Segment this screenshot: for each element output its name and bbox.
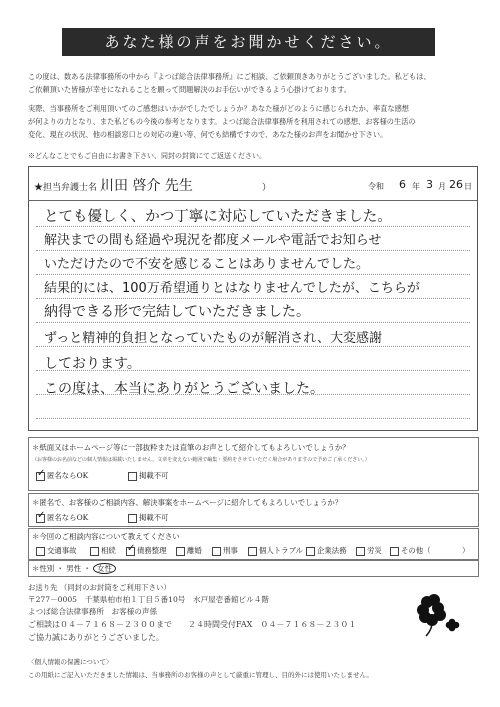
q3-checkbox[interactable]: [36, 547, 45, 556]
form-header-divider: [28, 200, 477, 201]
comment-line: しております。: [44, 356, 141, 372]
q3-option-label: 刑事: [223, 546, 238, 555]
intro-line-3: 実際、当事務所をご利用頂いてのご感想はいかがでしたでしょうか？あなた様がどのように感じられたか、率直な感想: [28, 104, 409, 113]
q2-option-no[interactable]: [128, 512, 169, 523]
q4-label: ＊性別 ・: [32, 564, 67, 573]
q3-option-label: 交通事故: [47, 546, 77, 555]
ruled-line: [36, 274, 470, 275]
q3-checkbox[interactable]: [306, 547, 315, 556]
q3-option-corporate[interactable]: [306, 545, 347, 556]
lawyer-name[interactable]: 川田 啓介 先生: [100, 178, 193, 194]
q2-option-yes[interactable]: [36, 509, 89, 523]
q3-checkbox[interactable]: [90, 547, 99, 556]
date-day-unit: 日: [464, 182, 472, 191]
date-day[interactable]: 26: [449, 178, 463, 191]
q1-question: ＊紙面又はホームページ等に一部抜粋または直筆のお声として紹介してもよろしいでしょうか？: [32, 443, 350, 452]
q3-option-label: その他（: [401, 546, 431, 555]
intro-note: ※どんなことでもご自由にお書き下さい、同封の封筒にてご返送ください。: [28, 152, 266, 160]
q3-option-label: 離婚: [187, 546, 202, 555]
clover-icon: [412, 590, 462, 638]
q4-female-selected[interactable]: 女性: [93, 563, 116, 574]
ruled-line: [36, 418, 470, 419]
comment-line: とても優しく、かつ丁寧に対応していただきました。: [44, 209, 392, 225]
q1-yes-label: 匿名ならOK: [47, 471, 89, 480]
q1-no-label: 掲載不可: [139, 471, 169, 480]
comment-line: 解決までの間も経過や現況を都度メールや電話でお知らせ: [44, 233, 382, 248]
q3-checkbox[interactable]: [356, 547, 365, 556]
q1-checkbox-yes[interactable]: ✓: [37, 467, 46, 479]
office-tel: ご相談は０４－７１６８－２３００まで ２４時間受付FAX ０４－７１６８－２３０１: [28, 620, 357, 629]
q4-separator: ・: [81, 564, 94, 573]
page-title: あなた様の声をお聞かせください。: [62, 28, 435, 56]
comment-line: 納得できる形で完結していただきました。: [44, 304, 310, 320]
q3-checkbox-checked[interactable]: ✓: [127, 542, 136, 554]
q2-checkbox-no[interactable]: [128, 514, 137, 523]
q3-option-workers-comp[interactable]: [356, 545, 382, 556]
q2-yes-label: 匿名ならOK: [47, 513, 89, 522]
q3-option-other[interactable]: [390, 545, 431, 556]
q3-option-divorce[interactable]: [176, 545, 202, 556]
comment-line: ずっと精神的負担となっていたものが解消され、大変感謝: [44, 331, 383, 346]
q1-option-yes[interactable]: [36, 467, 89, 481]
q2-checkbox-yes[interactable]: ✓: [37, 509, 46, 521]
q3-option-personal[interactable]: [248, 545, 303, 556]
office-address: 〒277－0005 千葉県柏市柏１丁目５番10号 水戸屋壱番館ビル４階: [28, 595, 269, 604]
q3-option-traffic[interactable]: [36, 545, 77, 556]
ruled-line: [36, 226, 470, 227]
comment-line: 結果的には、100万希望通りとはなりませんでしたが、こちらが: [44, 281, 420, 296]
q3-option-debt[interactable]: [126, 542, 167, 556]
q1-option-no[interactable]: [128, 470, 169, 481]
comment-line: この度は、本当にありがとうございました。: [44, 381, 324, 397]
q3-option-label: 企業法務: [317, 546, 347, 555]
lawyer-label: ★担当弁護士名（: [34, 183, 107, 193]
privacy-text: この用紙にご記入いただきました情報は、当事務所のお客様の声として厳重に管理し、目的外には使用いたしません。: [28, 671, 373, 679]
office-name: よつば総合法律事務所 お客様の声係: [28, 607, 158, 616]
q3-checkbox[interactable]: [176, 547, 185, 556]
send-to-label: お送り先 （同封のお封筒をご利用下さい）: [28, 583, 171, 592]
ruled-line: [36, 250, 470, 251]
q3-checkbox[interactable]: [212, 547, 221, 556]
q4-male[interactable]: 男性: [66, 564, 82, 573]
date-year[interactable]: 6: [399, 178, 406, 191]
privacy-title: 〈個人情報の保護について〉: [28, 658, 113, 666]
intro-line-2: ご依頼頂いた皆様が幸せになれることを願って問題解決のお手伝いができるよう心掛けております。: [28, 85, 351, 94]
q1-checkbox-no[interactable]: [128, 472, 137, 481]
q3-question: ＊今回のご相談内容について教えてください: [32, 532, 180, 541]
intro-line-1: この度は、数ある法律事務所の中から『よつば総合法律事務所』にご相談、ご依頼頂きありがとうございました。私どもは、: [28, 72, 431, 81]
date-era: 令和: [368, 182, 384, 191]
ruled-line: [36, 346, 470, 347]
q2-no-label: 掲載不可: [139, 513, 169, 522]
date-month[interactable]: 3: [426, 178, 433, 191]
q2-question: ＊匿名で、お客様のご相談内容、解決事案をホームページに紹介してもよろしいでしょうか？: [32, 498, 343, 507]
q3-option-criminal[interactable]: [212, 545, 238, 556]
ruled-line: [36, 322, 470, 323]
date-month-unit: 月: [438, 182, 446, 191]
date-year-unit: 年: [412, 182, 420, 191]
q3-checkbox[interactable]: [390, 547, 399, 556]
comment-line: いただけたので不安を感じることはありませんでした。: [44, 257, 370, 272]
q3-option-label: 相続: [101, 546, 116, 555]
q3-option-other-close: ）: [462, 546, 470, 555]
ruled-line: [36, 298, 470, 299]
intro-line-4: が何よりの力となり、また私どもの今後の参考となります。よつば総合法律事務所を利用されての感想、お客様の生活の: [28, 117, 416, 126]
q3-option-label: 債務整理: [137, 546, 167, 555]
q3-option-label: 個人トラブル: [259, 546, 304, 555]
q3-checkbox[interactable]: [248, 547, 257, 556]
q4-gender: [32, 563, 116, 574]
thanks-text: ご協力誠にありがとうございました。: [28, 633, 164, 642]
lawyer-close: ）: [262, 183, 272, 193]
intro-line-5: 変化、現在の状況、他の相談窓口との対応の違い等、何でも結構ですので、あなた様のお声をお聞かせ下さい。: [28, 130, 388, 139]
q1-note: （お客様のお名前などの個人情報は掲載いたしません。文章を変えない範囲で編集・要約をさせていただく場合がありますので予めご了承ください。）: [32, 457, 370, 463]
q3-option-inheritance[interactable]: [90, 545, 116, 556]
q3-option-label: 労災: [367, 546, 382, 555]
